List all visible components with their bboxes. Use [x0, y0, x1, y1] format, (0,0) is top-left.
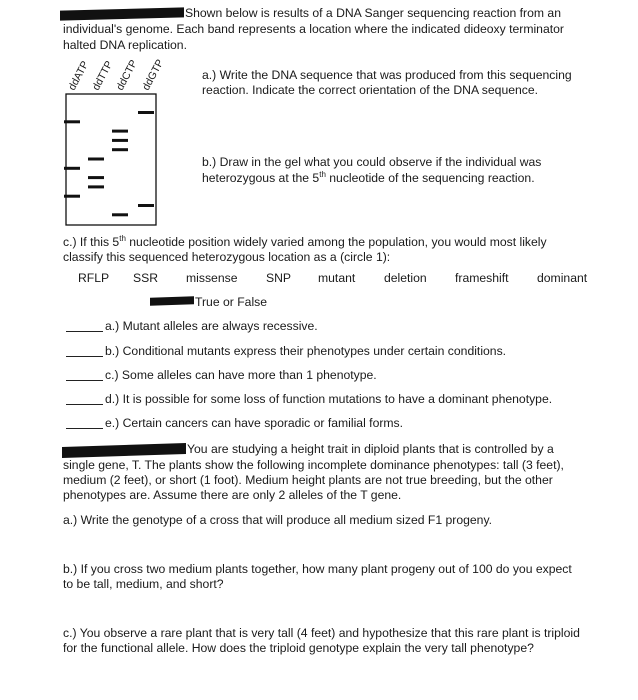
sanger-part-a-line-2: reaction. Indicate the correct orientation of the DNA sequence.	[202, 83, 539, 97]
answer-blank-e[interactable]	[66, 428, 103, 429]
height-intro-line-2: single gene, T. The plants show the following incomplete dominance phenotypes: tall (3 feet),	[63, 458, 564, 472]
gel-band	[112, 139, 128, 142]
lane-label-ddgtp: ddGTP	[140, 57, 167, 93]
answer-blank-a[interactable]	[66, 331, 103, 332]
answer-blank-d[interactable]	[66, 404, 103, 405]
sanger-part-c-line-1: c.) If this 5th nucleotide position widely varied among the population, you would most likely	[63, 233, 547, 249]
sanger-part-b-line-2: heterozygous at the 5th nucleotide of the sequencing reaction.	[202, 169, 535, 185]
redacted-question-number-1	[60, 7, 184, 20]
redacted-question-number-2	[150, 296, 194, 306]
true-false-heading: True or False	[195, 295, 268, 309]
redacted-question-number-3	[62, 443, 186, 458]
gel-band	[112, 130, 128, 133]
height-intro-line-1: You are studying a height trait in diploid plants that is controlled by a	[187, 442, 554, 456]
sanger-intro-line-2: individual's genome. Each band represents a location where the indicated dideoxy terminator	[63, 22, 564, 36]
height-part-b-line-1: b.) If you cross two medium plants together, how many plant progeny out of 100 do you expect	[63, 562, 572, 576]
option-deletion[interactable]: deletion	[384, 271, 427, 285]
lane-label-ddctp: ddCTP	[114, 57, 140, 93]
sanger-part-c-line-2: classify this sequenced heterozygous location as a (circle 1):	[63, 250, 391, 264]
gel-band	[112, 148, 128, 151]
true-false-item-d: d.) It is possible for some loss of function mutations to have a dominant phenotype.	[105, 392, 553, 406]
height-intro-line-4: phenotypes are. Assume there are only 2 alleles of the T gene.	[63, 488, 402, 502]
gel-band	[64, 120, 80, 123]
height-intro-line-3: medium (2 feet), or short (1 foot). Medium height plants are not true breeding, but the other	[63, 473, 553, 487]
lane-label-ddatp: ddATP	[66, 59, 92, 93]
sanger-part-a-line-1: a.) Write the DNA sequence that was produced from this sequencing	[202, 68, 572, 82]
option-mutant[interactable]: mutant	[318, 271, 356, 285]
answer-blank-b[interactable]	[66, 356, 103, 357]
true-false-item-a: a.) Mutant alleles are always recessive.	[105, 319, 318, 333]
height-part-a: a.) Write the genotype of a cross that will produce all medium sized F1 progeny.	[63, 513, 493, 527]
sanger-intro-line-3: halted DNA replication.	[63, 38, 187, 52]
option-ssr[interactable]: SSR	[133, 271, 159, 285]
option-rflp[interactable]: RFLP	[78, 271, 110, 285]
option-snp[interactable]: SNP	[266, 271, 292, 285]
sanger-part-b-line-1: b.) Draw in the gel what you could observe if the individual was	[202, 155, 542, 169]
gel-band	[138, 111, 154, 114]
option-dominant[interactable]: dominant	[537, 271, 588, 285]
gel-band	[64, 195, 80, 198]
true-false-item-b: b.) Conditional mutants express their phenotypes under certain conditions.	[105, 344, 507, 358]
answer-blank-c[interactable]	[66, 380, 103, 381]
option-missense[interactable]: missense	[186, 271, 238, 285]
gel-band	[88, 158, 104, 161]
gel-band	[88, 176, 104, 179]
true-false-item-e: e.) Certain cancers can have sporadic or familial forms.	[105, 416, 404, 430]
height-part-b-line-2: to be tall, medium, and short?	[63, 577, 224, 591]
gel-band	[88, 185, 104, 188]
height-part-c-line-2: for the functional allele. How does the triploid genotype explain the very tall phenotype?	[63, 641, 534, 655]
gel-band	[112, 213, 128, 216]
height-part-c-line-1: c.) You observe a rare plant that is very tall (4 feet) and hypothesize that this rare plant is triploid	[63, 626, 580, 640]
gel-band	[64, 167, 80, 170]
option-frameshift[interactable]: frameshift	[455, 271, 509, 285]
gel-box	[66, 94, 156, 225]
lane-label-ddttp: ddTTP	[90, 58, 116, 93]
sanger-intro-line-1: Shown below is results of a DNA Sanger sequencing reaction from an	[185, 6, 561, 20]
true-false-item-c: c.) Some alleles can have more than 1 phenotype.	[105, 368, 377, 382]
gel-band	[138, 204, 154, 207]
